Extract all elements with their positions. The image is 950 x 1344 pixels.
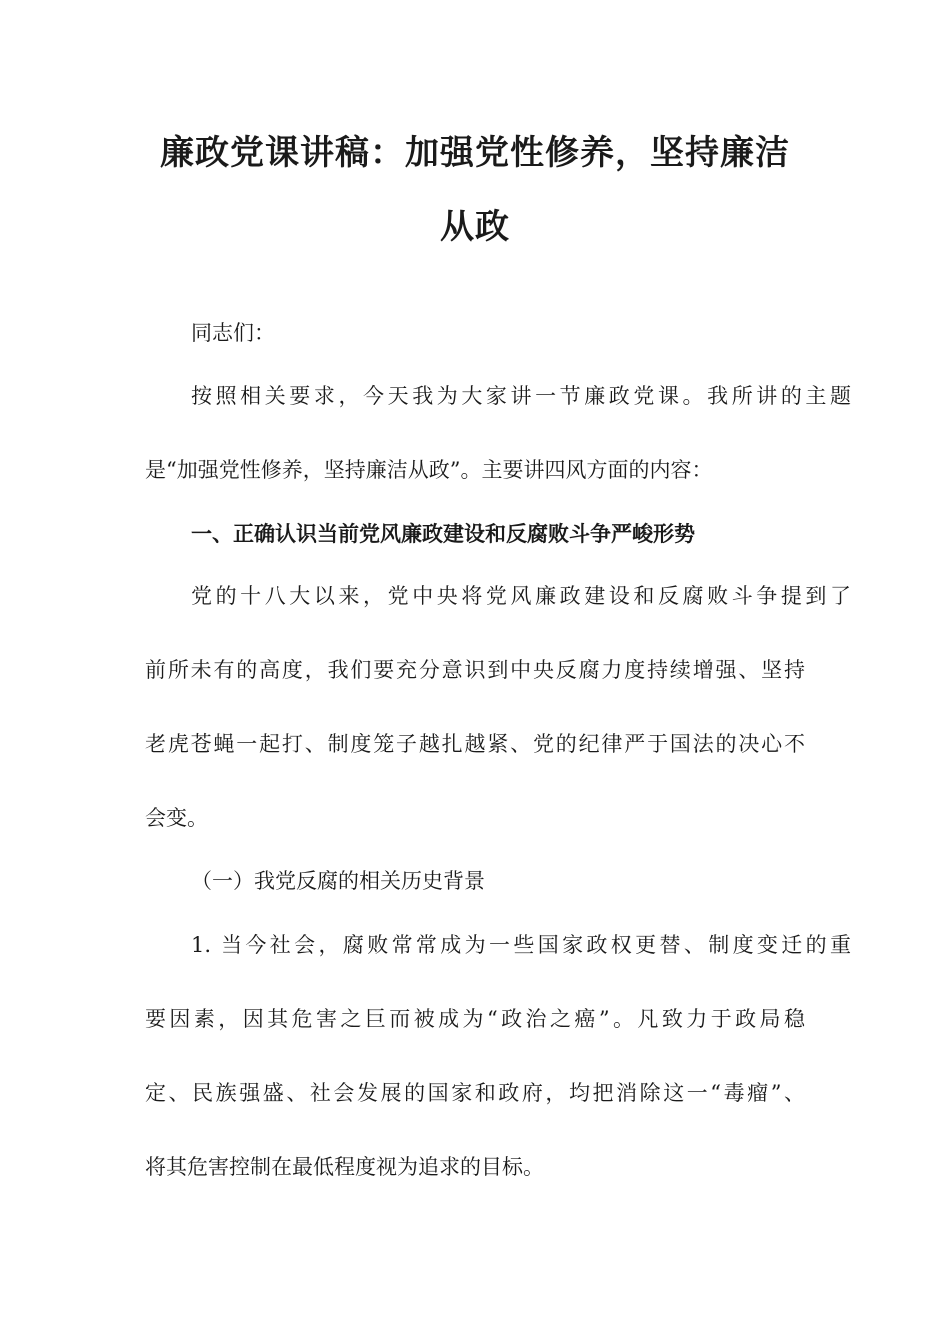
intro-line-1: 按照相关要求，今天我为大家讲一节廉政党课。我所讲的主题 bbox=[191, 384, 851, 408]
section-heading-1: 一、正确认识当前党风廉政建设和反腐败斗争严峻形势 bbox=[191, 522, 695, 546]
section1-para-line-1: 党的十八大以来，党中央将党风廉政建设和反腐败斗争提到了 bbox=[191, 584, 851, 608]
item1-line-4: 将其危害控制在最低程度视为追求的目标。 bbox=[145, 1155, 544, 1179]
title-line-1: 廉政党课讲稿：加强党性修养，坚持廉洁 bbox=[160, 133, 790, 173]
subheading-1: （一）我党反腐的相关历史背景 bbox=[191, 869, 485, 893]
section1-para-line-3: 老虎苍蝇一起打、制度笼子越扎越紧、党的纪律严于国法的决心不 bbox=[145, 732, 805, 756]
title-line-2: 从政 bbox=[440, 207, 510, 247]
intro-line-2: 是“加强党性修养，坚持廉洁从政”。主要讲四风方面的内容： bbox=[145, 458, 713, 482]
greeting: 同志们： bbox=[191, 321, 275, 345]
section1-para-line-2: 前所未有的高度，我们要充分意识到中央反腐力度持续增强、坚持 bbox=[145, 658, 805, 682]
item1-line-2: 要因素，因其危害之巨而被成为“政治之癌”。凡致力于政局稳 bbox=[145, 1007, 805, 1031]
item1-line-3: 定、民族强盛、社会发展的国家和政府，均把消除这一“毒瘤”、 bbox=[145, 1081, 805, 1105]
item1-line-1: 1. 当今社会，腐败常常成为一些国家政权更替、制度变迁的重 bbox=[191, 933, 851, 957]
section1-para-line-4: 会变。 bbox=[145, 806, 208, 830]
document-title bbox=[145, 116, 805, 264]
